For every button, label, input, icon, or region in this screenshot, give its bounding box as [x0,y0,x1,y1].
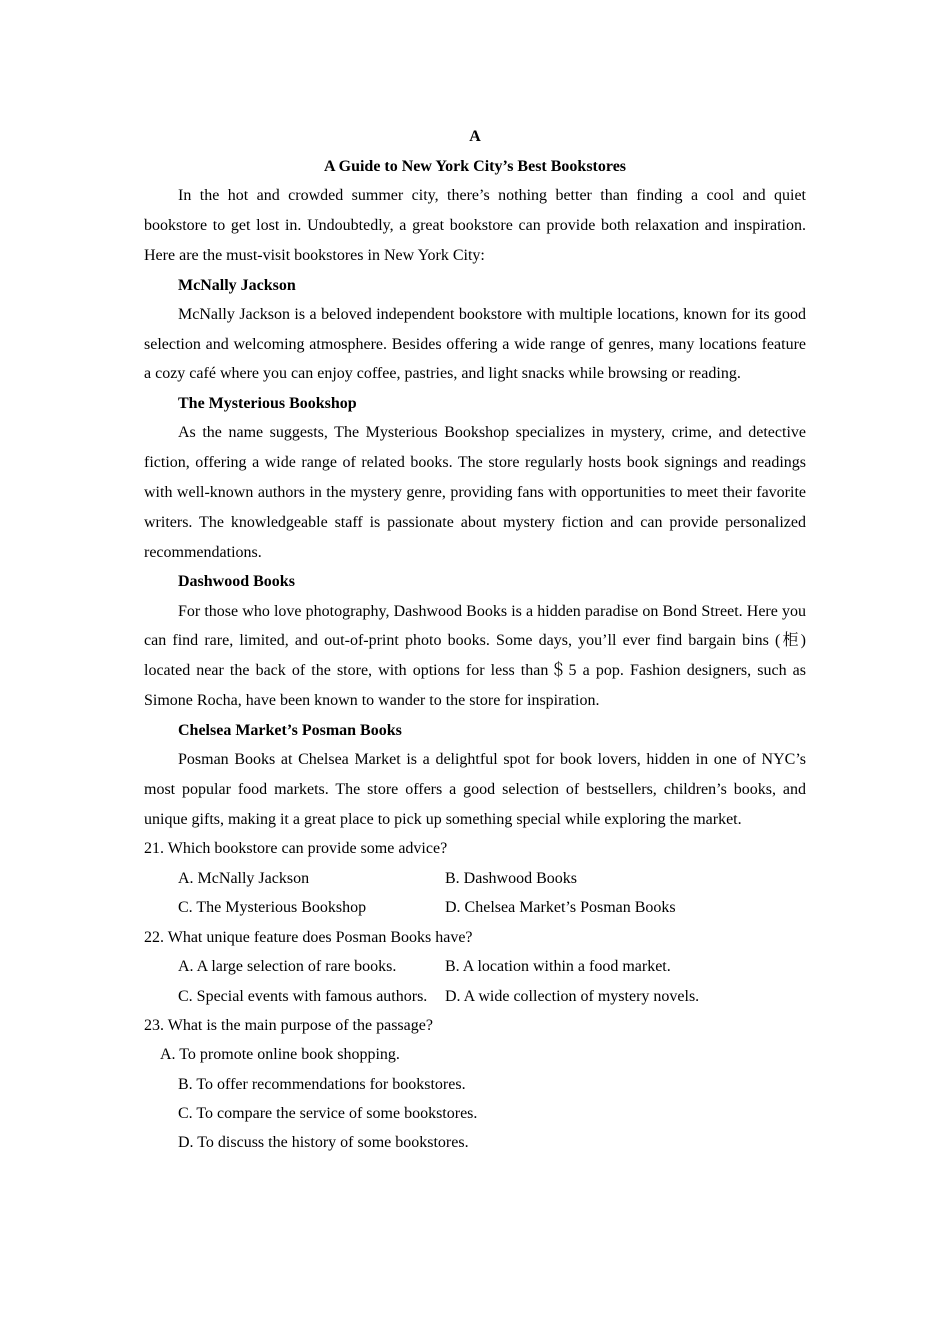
question-23-stem: 23. What is the main purpose of the passage? [144,1017,433,1035]
question-23-option-d: D. To discuss the history of some bookstores. [178,1133,469,1151]
store-heading-dashwood-books: Dashwood Books [178,573,295,591]
document-page [144,122,806,1157]
question-22-option-d: D. A wide collection of mystery novels. [445,987,700,1005]
question-22-stem: 22. What unique feature does Posman Books have? [144,928,473,946]
intro-paragraph: In the hot and crowded summer city, there’s nothing better than finding a cool and quiet bookstore to get lost in. Undoubtedly, a great bookstore can provide both relaxation and inspiration. Here are the must-visit bookstores in New York City: [144,187,806,264]
question-22-options-row-2 [144,982,806,1012]
passage-title: A Guide to New York City’s Best Bookstores [323,157,627,175]
question-23-option-b: B. To offer recommendations for bookstores. [178,1075,466,1093]
question-23-option-c: C. To compare the service of some bookstores. [178,1104,478,1122]
question-22-option-a: A. A large selection of rare books. [178,957,397,975]
question-22-options-row-1 [144,952,806,982]
question-23-option-a: A. To promote online book shopping. [160,1046,400,1064]
store-paragraph-mcnally-jackson: McNally Jackson is a beloved independent bookstore with multiple locations, known for its good selection and welcoming atmosphere. Besides offering a wide range of genres, many locations feature a cozy café where you can enjoy coffee, pastries, and light snacks while browsing or reading. [144,305,806,383]
store-paragraph-dashwood-books: For those who love photography, Dashwood Books is a hidden paradise on Bond Street. Here you can find rare, limited, and out-of-print photo books. Some days, you’ll ever find bargain bins (柜) located near the back of the store, with options for less than＄5 a pop. Fashion designers, such as Simone Rocha, have been known to wander to the store for inspiration. [144,602,807,709]
store-heading-mysterious-bookshop: The Mysterious Bookshop [178,395,357,413]
store-paragraph-mysterious-bookshop: As the name suggests, The Mysterious Bookshop specializes in mystery, crime, and detective fiction, offering a wide range of related books. The store regularly hosts book signings and readings with well-known authors in the mystery genre, providing fans with opportunities to meet their favorite writers. The knowledgeable staff is passionate about mystery fiction and can provide personalized recommendations. [144,424,806,561]
question-21-stem: 21. Which bookstore can provide some advice? [144,840,448,858]
question-21-option-d: D. Chelsea Market’s Posman Books [445,899,676,917]
question-21-options-row-2 [144,893,806,923]
store-paragraph-posman-books: Posman Books at Chelsea Market is a delightful spot for book lovers, hidden in one of NYC’s most popular food markets. The store offers a good selection of bestsellers, children’s books, and unique gifts, making it a great place to pick up something special while exploring the market. [144,750,806,828]
section-letter: A [469,128,481,145]
question-22-option-c: C. Special events with famous authors. [178,987,428,1005]
question-21-option-a: A. McNally Jackson [178,869,310,887]
store-heading-mcnally-jackson: McNally Jackson [178,276,296,294]
question-21-options-row-1 [144,864,806,894]
question-21-option-c: C. The Mysterious Bookshop [178,899,367,917]
question-22-option-b: B. A location within a food market. [445,957,671,975]
question-21-option-b: B. Dashwood Books [445,869,578,887]
store-heading-posman-books: Chelsea Market’s Posman Books [178,721,402,739]
